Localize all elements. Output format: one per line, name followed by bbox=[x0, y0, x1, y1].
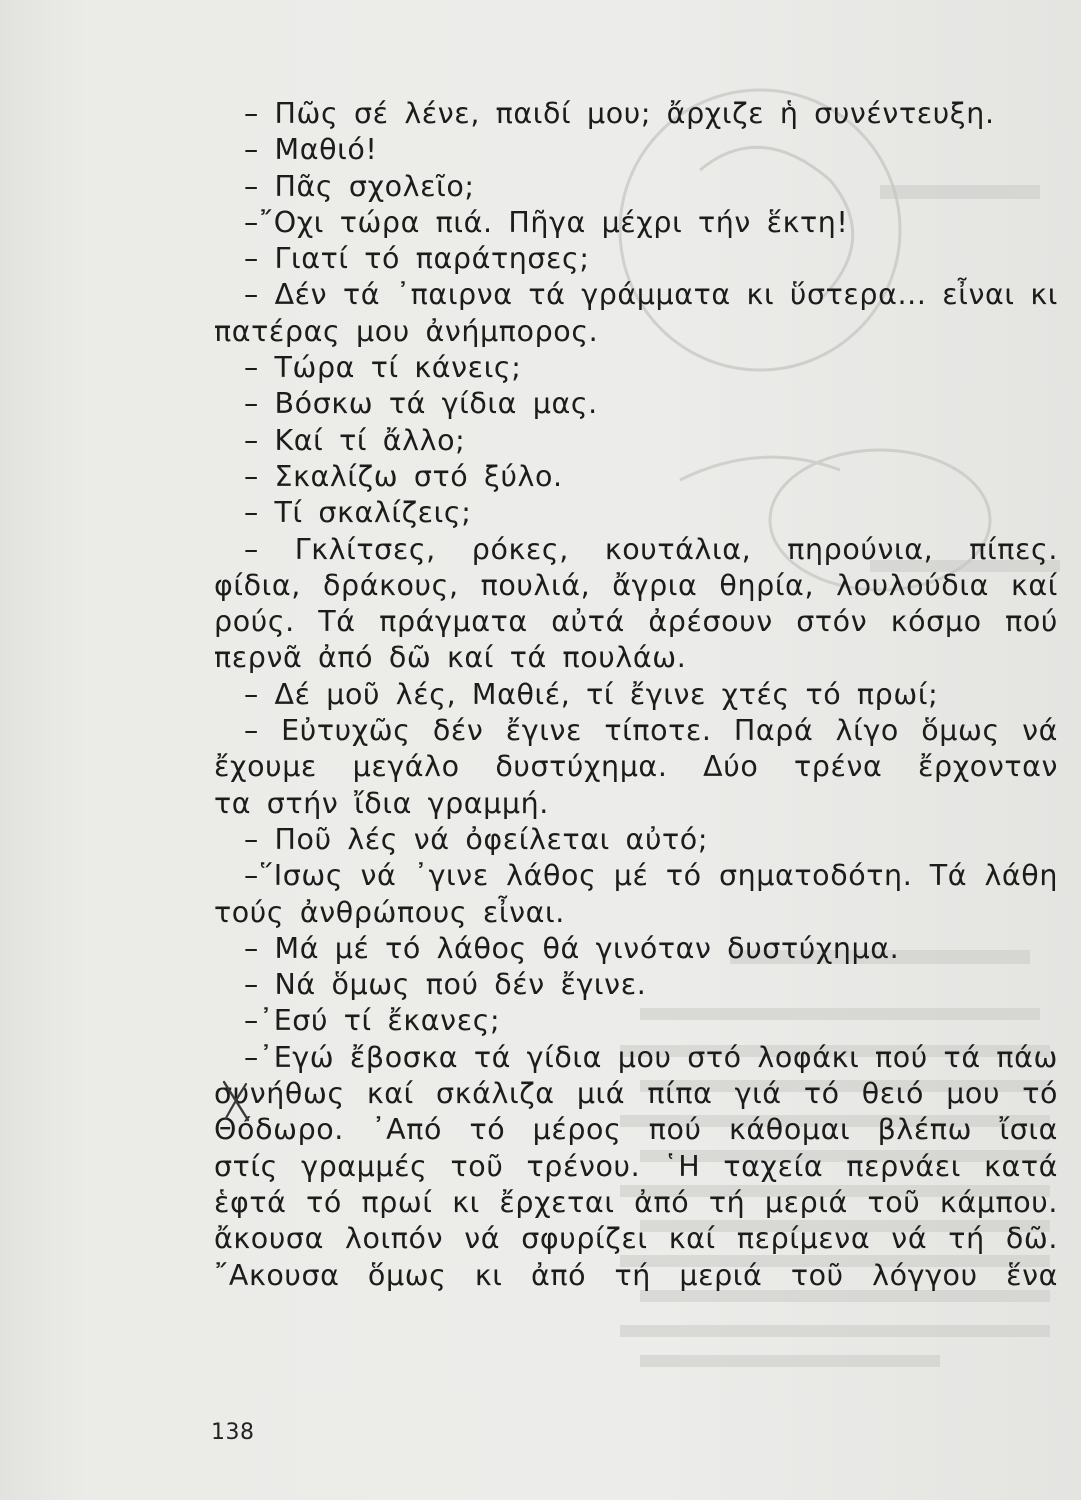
text-line: – Σκαλίζω στό ξύλο. bbox=[244, 459, 563, 493]
text-line: – Γκλίτσες, ρόκες, κουτάλια, πηρούνια, πίπες. bbox=[244, 532, 1058, 566]
pen-mark-icon bbox=[218, 1076, 254, 1128]
text-line: – Καί τί ἄλλο; bbox=[244, 423, 466, 457]
text-line: στίς γραμμές τοῦ τρένου. ῾Η ταχεία περνάει κατά bbox=[214, 1149, 1058, 1183]
text-line: – Γιατί τό παράτησες; bbox=[244, 242, 590, 276]
text-line: – Ποῦ λές νά ὀφείλεται αὐτό; bbox=[244, 822, 709, 856]
text-line: – Δέν τά ᾽παιρνα τά γράμματα κι ὕστερα... εἶναι κι bbox=[244, 278, 1058, 312]
text-line: φίδια, δράκους, πουλιά, ἄγρια θηρία, λουλούδια καί bbox=[214, 568, 1058, 602]
text-line: – Πᾶς σχολεῖο; bbox=[244, 169, 475, 203]
text-line: περνᾶ ἀπό δῶ καί τά πουλάω. bbox=[214, 641, 687, 675]
text-line: – Τώρα τί κάνεις; bbox=[244, 351, 522, 385]
text-line: – Δέ μοῦ λές, Μαθιέ, τί ἔγινε χτές τό πρωί; bbox=[244, 677, 939, 711]
text-line: – Μαθιό! bbox=[244, 133, 378, 167]
page-number: 138 bbox=[211, 1420, 255, 1445]
text-line: τα στήν ἴδια γραμμή. bbox=[214, 786, 549, 820]
text-line: – Βόσκω τά γίδια μας. bbox=[244, 387, 598, 421]
text-line: συνήθως καί σκάλιζα μιά πίπα γιά τό θειό μου τό bbox=[214, 1077, 1058, 1111]
text-line: πατέρας μου ἀνήμπορος. bbox=[214, 314, 599, 348]
text-line: – Μά μέ τό λάθος θά γινόταν δυστύχημα. bbox=[244, 931, 900, 965]
text-line: ἑφτά τό πρωί κι ἔρχεται ἀπό τή μεριά τοῦ κάμπου. bbox=[214, 1185, 1058, 1219]
text-line: τούς ἀνθρώπους εἶναι. bbox=[214, 895, 565, 929]
text-line: –῎Οχι τώρα πιά. Πῆγα μέχρι τήν ἕκτη! bbox=[244, 205, 849, 239]
text-line: – Εὐτυχῶς δέν ἔγινε τίποτε. Παρά λίγο ὅμως νά bbox=[244, 714, 1058, 748]
text-line: ἔχουμε μεγάλο δυστύχημα. Δύο τρένα ἔρχονταν bbox=[214, 750, 1058, 784]
text-line: ἄκουσα λοιπόν νά σφυρίζει καί περίμενα νά τή δῶ. bbox=[214, 1222, 1058, 1256]
text-line: Θόδωρο. ᾽Από τό μέρος πού κάθομαι βλέπω ἴσια bbox=[214, 1113, 1058, 1147]
text-line: –᾽Εγώ ἔβοσκα τά γίδια μου στό λοφάκι πού τά πάω bbox=[244, 1040, 1058, 1074]
text-line: – Νά ὅμως πού δέν ἔγινε. bbox=[244, 968, 647, 1002]
text-line: – Τί σκαλίζεις; bbox=[244, 496, 472, 530]
text-line: ρούς. Τά πράγματα αὐτά ἀρέσουν στόν κόσμο πού bbox=[214, 605, 1058, 639]
text-line: ῎Ακουσα ὅμως κι ἀπό τή μεριά τοῦ λόγγου ἕνα bbox=[214, 1258, 1058, 1292]
text-line: – Πῶς σέ λένε, παιδί μου; ἄρχιζε ἡ συνέντευξη. bbox=[244, 97, 995, 130]
text-line: –᾽Εσύ τί ἔκανες; bbox=[244, 1004, 501, 1038]
body-text bbox=[214, 96, 1058, 1294]
text-line: –῞Ισως νά ᾽γινε λάθος μέ τό σηματοδότη. Τά λάθη bbox=[244, 859, 1058, 893]
